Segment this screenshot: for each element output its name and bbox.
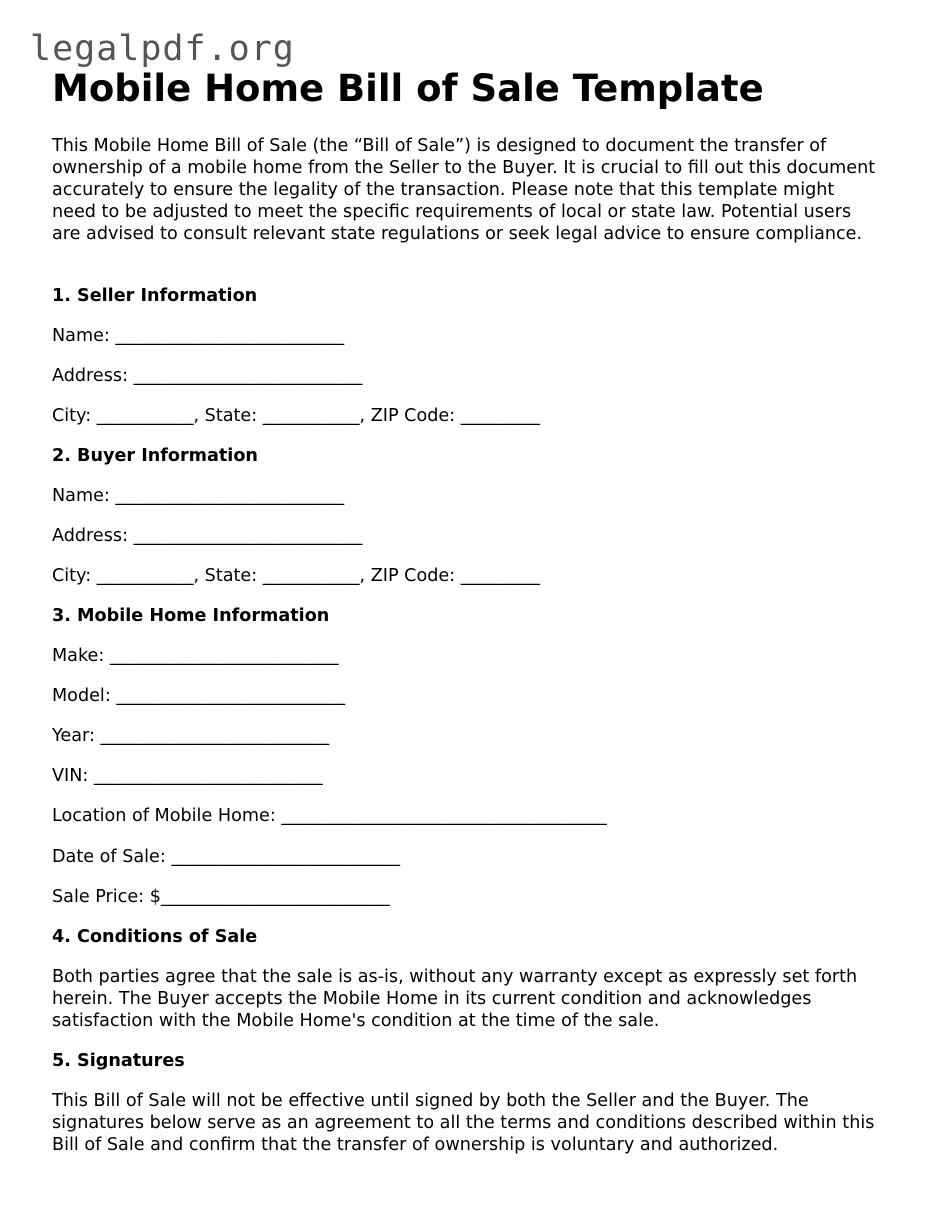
mobile-home-section-heading: 3. Mobile Home Information <box>52 606 330 626</box>
sale-price-field[interactable]: Sale Price: $__________________________ <box>52 887 390 907</box>
date-of-sale-field[interactable]: Date of Sale: __________________________ <box>52 847 401 867</box>
model-field[interactable]: Model: __________________________ <box>52 686 346 706</box>
intro-paragraph: This Mobile Home Bill of Sale (the “Bill of Sale”) is designed to document the transfer of ownership of a mobile home from the Seller to the Buyer. It is crucial to fill out this document accurately to ensure the legality of the transaction. Please note that this template might need to be adjusted to meet the specific requirements of local or state law. Potential users are advised to consult relevant state regulations or seek legal advice to ensure compliance. <box>52 136 876 244</box>
buyer-address-field[interactable]: Address: __________________________ <box>52 526 363 546</box>
seller-address-field[interactable]: Address: __________________________ <box>52 366 363 386</box>
vin-field[interactable]: VIN: __________________________ <box>52 766 323 786</box>
buyer-city-state-zip-field[interactable]: City: ___________, State: ___________, ZIP Code: _________ <box>52 566 540 586</box>
signatures-section-heading: 5. Signatures <box>52 1051 185 1071</box>
seller-name-field[interactable]: Name: __________________________ <box>52 326 345 346</box>
seller-city-state-zip-field[interactable]: City: ___________, State: ___________, ZIP Code: _________ <box>52 406 540 426</box>
make-field[interactable]: Make: __________________________ <box>52 646 339 666</box>
buyer-section-heading: 2. Buyer Information <box>52 446 258 466</box>
signatures-paragraph: This Bill of Sale will not be effective until signed by both the Seller and the Buyer. The signatures below serve as an agreement to all the terms and conditions described within this Bill of Sale and confirm that the transfer of ownership is voluntary and authorized. <box>52 1091 875 1155</box>
watermark-text: legalpdf.org <box>30 29 295 69</box>
seller-section-heading: 1. Seller Information <box>52 286 258 306</box>
conditions-section-heading: 4. Conditions of Sale <box>52 927 258 947</box>
conditions-paragraph: Both parties agree that the sale is as-is, without any warranty except as expressly set forth herein. The Buyer accepts the Mobile Home in its current condition and acknowledges satisfaction with the Mobile Home's condition at the time of the sale. <box>52 967 858 1031</box>
buyer-name-field[interactable]: Name: __________________________ <box>52 486 345 506</box>
year-field[interactable]: Year: __________________________ <box>52 726 330 746</box>
location-field[interactable]: Location of Mobile Home: _____________________________________ <box>52 806 607 826</box>
page-title: Mobile Home Bill of Sale Template <box>52 67 764 110</box>
